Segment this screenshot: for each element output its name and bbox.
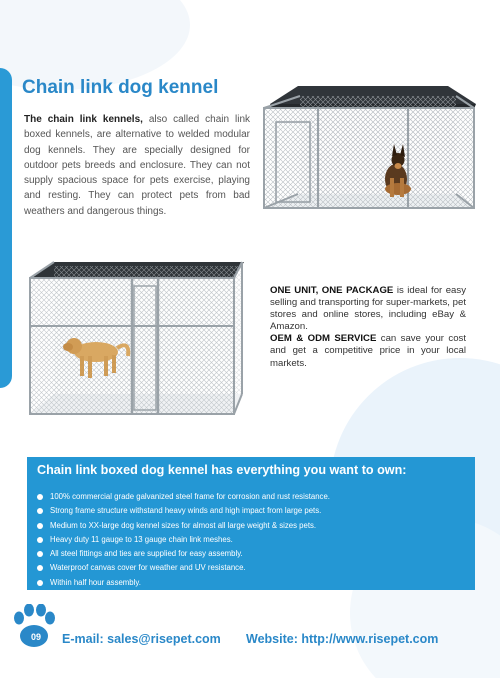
bullet-dot-icon <box>37 523 43 529</box>
feature-text: Strong frame structure withstand heavy winds and high impact from large pets. <box>50 506 322 516</box>
feature-text: Heavy duty 11 gauge to 13 gauge chain link meshes. <box>50 534 233 544</box>
feature-item <box>37 519 330 533</box>
package-body: is ideal for easy selling and transporting for super-markets, pet stores and online stores, including eBay & Amazon. <box>270 285 466 333</box>
features-panel <box>27 457 475 590</box>
feature-text: 100% commercial grade galvanized steel frame for corrosion and rust resistance. <box>50 492 330 501</box>
footer-website[interactable]: Website: http://www.risepet.com <box>246 632 439 646</box>
bullet-dot-icon <box>37 551 43 557</box>
bullet-dot-icon <box>37 508 43 514</box>
bullet-dot-icon <box>37 537 43 543</box>
feature-item <box>37 547 330 561</box>
feature-item <box>37 490 330 504</box>
footer-email[interactable]: E-mail: sales@risepet.com <box>62 632 221 646</box>
intro-lead: The chain link kennels, <box>24 114 143 125</box>
bullet-dot-icon <box>37 565 43 571</box>
package-paragraph <box>270 285 466 370</box>
feature-text: Waterproof canvas cover for weather and UV resistance. <box>50 563 246 573</box>
bullet-dot-icon <box>37 580 43 586</box>
features-title: Chain link boxed dog kennel has everything you want to own: <box>37 463 407 477</box>
page-number: 09 <box>30 632 41 642</box>
feature-item <box>37 533 330 547</box>
intro-body: also called chain link boxed kennels, are alternative to welded modular dog kennels. They are specially designed for outdoor pets breeds and enclosure. They can not supply spacious space for pets exercise, playing and resting. They can protect pets from bad weathers and dangerous things. <box>24 114 250 217</box>
feature-text: Within half hour assembly. <box>50 577 141 587</box>
feature-item <box>37 504 330 518</box>
kennel-with-cover-photo <box>24 260 248 420</box>
oem-lead: OEM & ODM SERVICE <box>270 333 377 345</box>
side-accent-bar <box>0 68 12 388</box>
intro-paragraph <box>24 112 250 219</box>
features-list <box>37 490 330 590</box>
oem-body: can save your cost and get a competitive price in your local markets. <box>270 333 467 369</box>
package-lead: ONE UNIT, ONE PACKAGE <box>270 285 394 296</box>
kennel-with-canopy-photo <box>258 82 480 214</box>
page-title: Chain link dog kennel <box>22 77 219 98</box>
bullet-dot-icon <box>37 494 43 500</box>
feature-item <box>37 576 330 590</box>
feature-text: All steel fittings and ties are supplied for easy assembly. <box>50 549 243 559</box>
feature-item <box>37 561 330 575</box>
feature-text: Medium to XX-large dog kennel sizes for almost all large weight & sizes pets. <box>50 520 317 530</box>
